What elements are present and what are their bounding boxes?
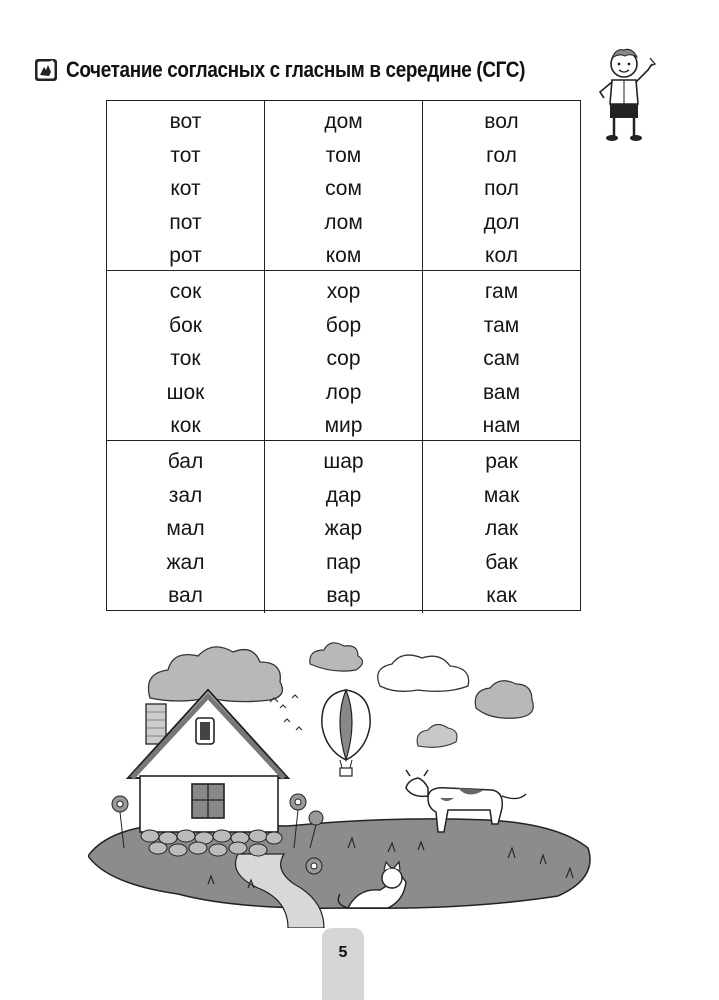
syllable-word-table	[106, 100, 581, 611]
page-number-tab	[322, 928, 364, 1000]
word-column	[423, 441, 580, 613]
word-cell: бак	[485, 550, 518, 574]
word-column	[265, 441, 423, 613]
cloud-icon	[378, 655, 469, 691]
word-cell: сам	[483, 347, 520, 370]
word-cell: лом	[324, 210, 363, 234]
word-cell: мир	[324, 414, 363, 437]
word-cell: мал	[166, 517, 205, 540]
hand-writing-icon	[34, 58, 58, 82]
cloud-icon	[310, 643, 363, 671]
word-cell: ток	[170, 347, 201, 370]
word-cell: том	[325, 143, 362, 167]
page-number: 5	[338, 944, 348, 961]
boy-character-icon	[592, 44, 662, 144]
word-column	[423, 101, 580, 273]
word-cell: вар	[326, 584, 361, 607]
word-cell: дол	[483, 210, 520, 234]
word-cell: кол	[485, 244, 518, 267]
word-cell: зал	[168, 483, 203, 507]
village-scene-illustration	[88, 638, 608, 928]
word-cell: жал	[166, 550, 205, 574]
word-cell: бал	[167, 450, 204, 473]
word-cell: рак	[485, 450, 518, 473]
word-cell: шар	[323, 450, 364, 473]
word-block-2	[107, 271, 580, 441]
word-cell: кот	[170, 177, 201, 200]
word-column	[265, 101, 423, 273]
word-cell: мак	[483, 483, 520, 507]
word-cell: жар	[324, 517, 363, 540]
word-cell: вам	[482, 380, 521, 404]
word-cell: сор	[326, 347, 361, 370]
word-cell: тот	[170, 143, 201, 167]
word-cell: хор	[326, 280, 361, 303]
word-cell: гол	[486, 143, 517, 167]
word-cell: там	[483, 313, 520, 337]
word-cell: вал	[168, 584, 203, 607]
word-cell: нам	[482, 414, 521, 437]
word-cell: как	[486, 584, 517, 607]
word-cell: сом	[325, 177, 362, 200]
word-cell: бок	[169, 313, 202, 337]
word-column	[265, 271, 423, 443]
word-cell: рот	[169, 244, 202, 267]
word-cell: дом	[324, 110, 363, 133]
word-cell: гам	[484, 280, 519, 303]
cloud-icon	[475, 681, 533, 718]
word-cell: бор	[325, 313, 362, 337]
word-cell: сок	[169, 280, 202, 303]
word-cell: вот	[169, 110, 202, 133]
word-cell: вол	[484, 110, 519, 133]
word-column	[423, 271, 580, 443]
house-icon	[128, 690, 288, 856]
cloud-icon	[417, 724, 457, 747]
cloud-icon	[148, 647, 282, 702]
word-column	[107, 101, 265, 273]
word-block-3	[107, 441, 580, 613]
word-cell: лак	[484, 517, 519, 540]
word-block-1	[107, 101, 580, 271]
birds-icon	[270, 695, 302, 730]
word-cell: пол	[484, 177, 519, 200]
word-cell: шок	[166, 380, 205, 404]
word-column	[107, 441, 265, 613]
word-cell: кок	[170, 414, 201, 437]
page-title: Сочетание согласных с гласным в середине (СГС)	[66, 57, 526, 82]
word-cell: пот	[169, 210, 202, 234]
word-cell: лор	[325, 380, 362, 404]
word-cell: ком	[325, 244, 362, 267]
word-cell: дар	[325, 483, 362, 507]
hot-air-balloon-icon	[322, 690, 370, 776]
word-column	[107, 271, 265, 443]
word-cell: пар	[326, 550, 361, 574]
page-header	[34, 50, 600, 90]
